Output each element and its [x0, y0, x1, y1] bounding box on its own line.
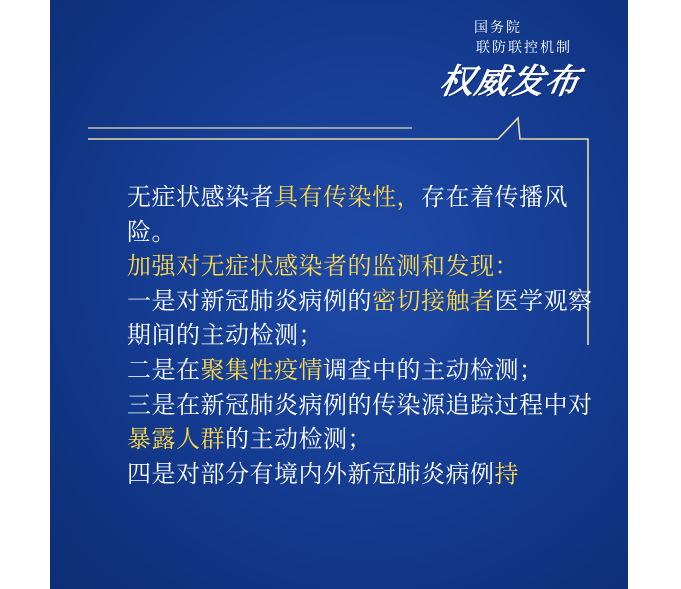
- highlighted-text: 具有传染性，: [274, 183, 421, 211]
- highlighted-text: 聚集性疫情: [200, 355, 323, 384]
- body-text: 一是对新冠肺炎病例的: [127, 286, 372, 315]
- paragraph: [127, 284, 597, 353]
- brand-org: 国务院: [474, 20, 522, 36]
- paragraph: [127, 457, 597, 492]
- body-text: 调查中的主动检测；: [323, 355, 544, 384]
- body-text: 三是在新冠肺炎病例的传染源追踪过程中对: [127, 390, 593, 419]
- highlighted-text: 密切接触者: [372, 286, 495, 315]
- paragraph: [127, 180, 597, 249]
- body-text: 无症状感染者: [127, 183, 274, 211]
- announcement-card: [50, 0, 628, 589]
- body-text: 医学观察期间的主动检测；: [127, 286, 593, 350]
- highlighted-text: 加强对无症状感染者的监测和发现：: [127, 252, 519, 281]
- highlighted-text: 持: [494, 459, 519, 488]
- paragraph: [127, 353, 597, 388]
- brand-mechanism: 联防联控机制: [476, 40, 572, 56]
- body-text: 二是在: [127, 355, 201, 384]
- paragraph: [127, 249, 597, 284]
- highlighted-text: 暴露人群: [127, 425, 225, 454]
- paragraph: [127, 388, 597, 457]
- body-text: 存在着传播风险。: [127, 183, 568, 246]
- brand-title: 权威发布: [436, 62, 584, 102]
- article-body: [127, 180, 597, 491]
- body-text: 四是对部分有境内外新冠肺炎病例: [127, 459, 495, 488]
- brand-block: [436, 18, 586, 102]
- body-text: 的主动检测；: [225, 425, 372, 454]
